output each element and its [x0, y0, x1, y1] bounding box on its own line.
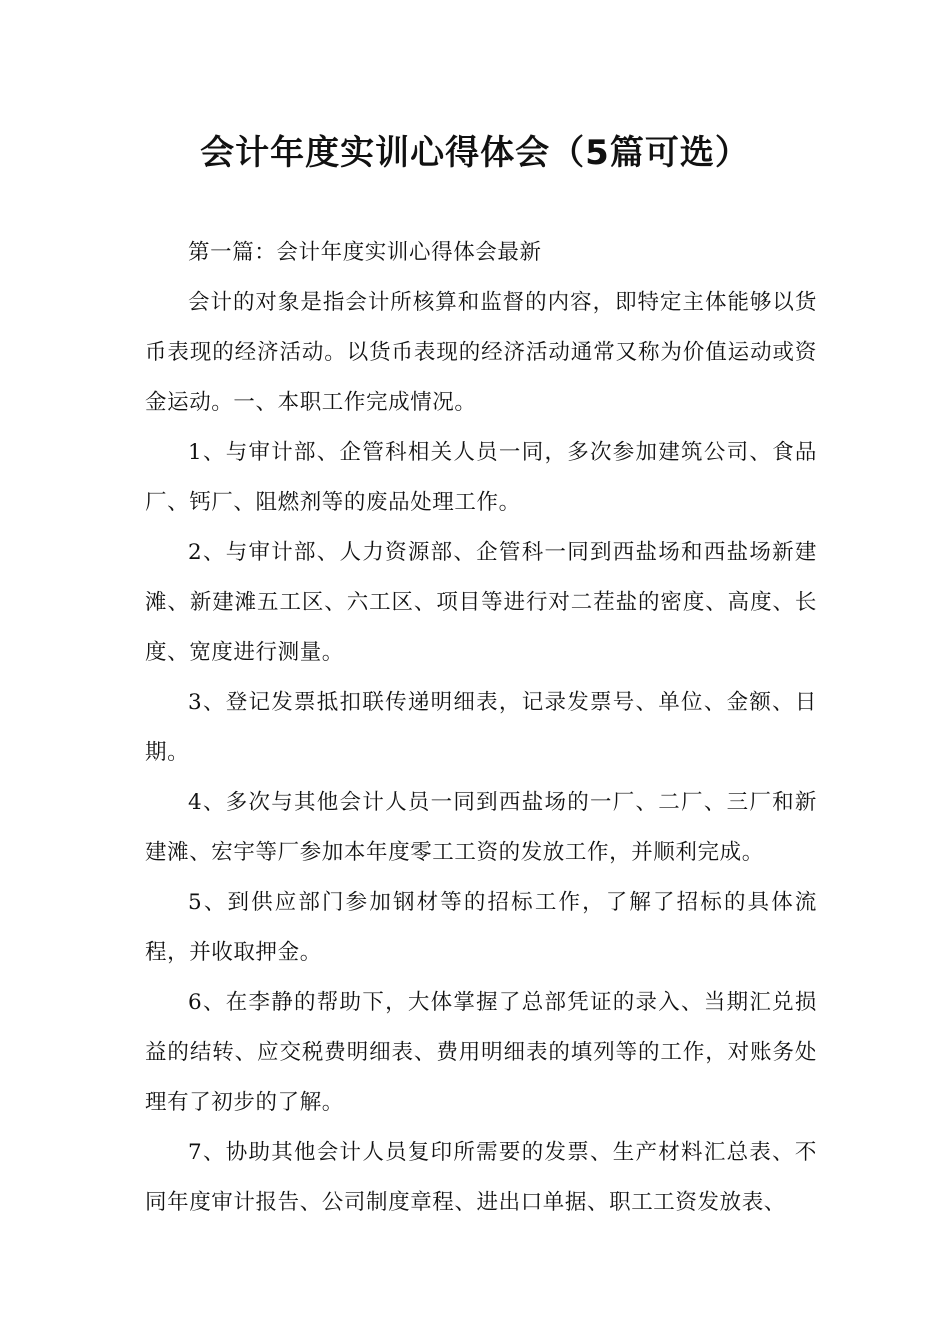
document-body [145, 228, 817, 1228]
document-title: 会计年度实训心得体会（5篇可选） [200, 133, 750, 173]
paragraph-item-1: 1、与审计部、企管科相关人员一同，多次参加建筑公司、食品厂、钙厂、阻燃剂等的废品处理工作。 [145, 440, 817, 515]
paragraph-item-2: 2、与审计部、人力资源部、企管科一同到西盐场和西盐场新建滩、新建滩五工区、六工区、项目等进行对二茬盐的密度、高度、长度、宽度进行测量。 [145, 540, 817, 665]
paragraph-item-4: 4、多次与其他会计人员一同到西盐场的一厂、二厂、三厂和新建滩、宏宇等厂参加本年度零工工资的发放工作，并顺利完成。 [145, 790, 817, 865]
paragraph-item-3: 3、登记发票抵扣联传递明细表，记录发票号、单位、金额、日期。 [145, 690, 817, 765]
paragraph-item-5: 5、到供应部门参加钢材等的招标工作，了解了招标的具体流程，并收取押金。 [145, 890, 817, 965]
section-heading: 第一篇：会计年度实训心得体会最新 [188, 240, 542, 265]
paragraph-intro: 会计的对象是指会计所核算和监督的内容，即特定主体能够以货币表现的经济活动。以货币表现的经济活动通常又称为价值运动或资金运动。一、本职工作完成情况。 [145, 290, 817, 415]
paragraph-item-6: 6、在李静的帮助下，大体掌握了总部凭证的录入、当期汇兑损益的结转、应交税费明细表、费用明细表的填列等的工作，对账务处理有了初步的了解。 [145, 990, 817, 1115]
paragraph-item-7: 7、协助其他会计人员复印所需要的发票、生产材料汇总表、不同年度审计报告、公司制度章程、进出口单据、职工工资发放表、 [145, 1140, 817, 1215]
